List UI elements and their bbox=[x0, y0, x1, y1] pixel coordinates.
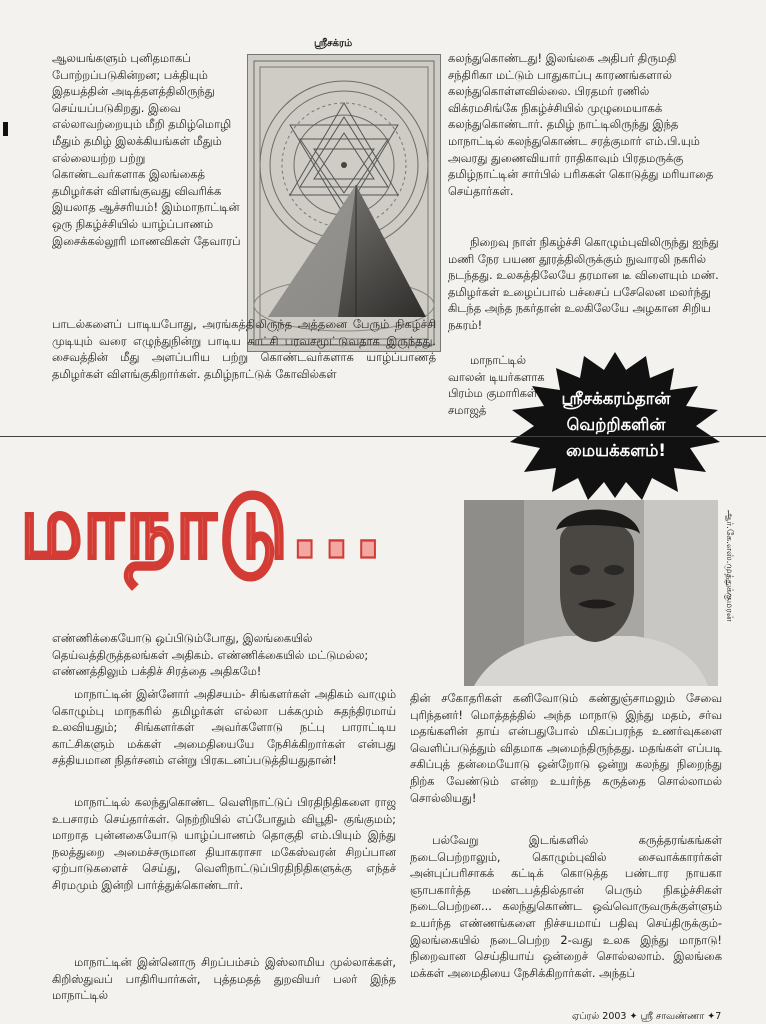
callout-line-2: வெற்றிகளின் bbox=[566, 415, 666, 434]
portrait-photo bbox=[464, 500, 718, 686]
top-right-para-2: நிறைவு நாள் நிகழ்ச்சி கொழும்புவிலிருந்து ஐந்து மணி நேர பயண தூரத்திலிருக்கும் நுவாரலி நகரில் நடந்தது. உலகத்திலேயே தரமான டீ விளையும் மண். தமிழர்கள் உழைப்பால் பச்சைப் பசேலென மலர்ந்து கிடந்த அந்த நகர்தான் உலகிலேயே அழகான சிறிய நகரம்! bbox=[448, 235, 719, 332]
bottom-left-para-1: எண்ணிக்கையோடு ஒப்பிடும்போது, இலங்கையில் தெய்வத்திருத்தலங்கள் அதிகம். எண்ணிக்கையில் மட்டுமல்ல; எண்ணத்திலும் பக்திச் சிரத்தை அதிகமே! bbox=[52, 631, 369, 679]
sri-chakram-yantra-icon bbox=[248, 55, 440, 351]
callout-text bbox=[520, 386, 712, 464]
bottom-right-para-1: தின் சகோதரிகள் கனிவோடும் கண்துஞ்சாமலும் சேவை புரிந்தனர்! மொத்தத்தில் அந்த மாநாடு இந்து மதம், சர்வ மதங்களின் தாய் என்பதுபோல் மிகப்பரந்த உணர்வுகளை வெளிப்படுத்தும் விதமாக அமைந்திருந்தது. மதங்கள் எப்படி சகிப்புத் தன்மையோடு ஒன்றோடு ஒன்று கலந்து நிறைந்து நிற்க வேண்டும் என்ற உயர்ந்த கருத்தை சொல்லாமல் சொல்லியது! bbox=[410, 691, 722, 805]
callout-line-3: மையக்களம்! bbox=[566, 441, 666, 460]
photo-credit: ஆர்.கே.எஸ்.முத்துக்குமரன் bbox=[724, 510, 734, 622]
top-right-para-3: மாநாட்டில் வாலன் டியர்களாக பிரம்ம குமாரிகள் சமாஜத் bbox=[448, 353, 545, 417]
top-right-para-1: கலந்துகொண்டது! இலங்கை அதிபர் திருமதி சந்திரிகா மட்டும் பாதுகாப்பு காரணங்களால் கலந்துகொள்ளவில்லை. பிரதமர் ரணில் விக்ரமசிங்கே நிகழ்ச்சியில் முழுமையாகக் கலந்துகொண்டார். தமிழ் நாட்டிலிருந்து இந்த மாநாட்டில் கலந்துகொண்ட சரத்குமார் எம்.பி.யும் அவரது துணைவியார் ராதிகாவும் பிரதமருக்கு தமிழ்நாட்டின் சார்பில் பரிசுகள் கொடுத்து மரியாதை செய்தார்கள். bbox=[448, 51, 714, 198]
bottom-left-para-2: மாநாட்டின் இன்னோர் அதிசயம்- சிங்களர்கள் அதிகம் வாழும் கொழும்பு மாநகரில் தமிழர்கள் எல்லா பக்கமும் சுதந்திரமாய் உலவியதும்; சிங்களர்கள் அவர்களோடு நட்பு பாராட்டிய காட்சிகளும் மக்கள் அமைதியையே நேசிக்கிறார்கள் என்பது சத்தியமான நிதர்சனம் என்று பிரகடனப்படுத்தியதுதான்! bbox=[52, 687, 396, 768]
top-left-para-1: ஆலயங்களும் புனிதமாகப் போற்றப்படுகின்றன; பக்தியும் இதயத்தின் அடித்தளத்திலிருந்து செய்யப்படுகிறது. இவை எல்லாவற்றையும் மீறி தமிழ்மொழி மீதும் தமிழ் இலக்கியங்கள் மீதும் எல்லையற்ற பற்று கொண்டவர்களாக இலங்கைத் தமிழர்கள் விளங்குவது விவரிக்க இயலாத ஆச்சரியம்! இம்மாநாட்டின் ஒரு நிகழ்ச்சியில் யாழ்ப்பாணம் இசைக்கல்லூரி மாணவிகள் தேவாரப் bbox=[52, 51, 241, 248]
headline-title: மாநாடு... bbox=[20, 476, 385, 580]
sri-chakram-image bbox=[247, 54, 441, 352]
callout-line-1: ஸ்ரீசக்கரம்தான் bbox=[561, 389, 671, 408]
portrait-person-icon bbox=[464, 500, 718, 686]
bottom-left-para-3: மாநாட்டில் கலந்துகொண்ட வெளிநாட்டுப் பிரதிநிதிகளை ராஜ உபசாரம் செய்தார்கள். நெற்றியில் எப்போதும் விபூதி- குங்குமம்; மாறாத புன்னகையோடு யாழ்ப்பாணம் தொகுதி எம்.பியும் இந்து நலத்துறை அமைச்சருமான தியாகராசா மகேஸ்வரன் சிறப்பான ஏற்பாடுகளைச் செய்து, வெளிநாட்டுப்பிரதிநிதிகளுக்கு எந்தச் சிரமமும் இன்றி பார்த்துக்கொண்டார். bbox=[52, 795, 396, 892]
top-left-para-2: பாடல்களைப் பாடியபோது, அரங்கத்திலிருந்த அத்தனை பேரும் நிகழ்ச்சி முடியும் வரை எழுந்துநின்று பாடிய காட்சி பரவசமூட்டுவதாக இருந்தது. சைவத்தின் மீது அளப்பரிய பற்று கொண்டவர்களாக யாழ்ப்பாணத் தமிழர்கள் விளங்குகிறார்கள். தமிழ்நாட்டுக் கோவில்கள் bbox=[52, 317, 436, 381]
bottom-left-para-4: மாநாட்டின் இன்னொரு சிறப்பம்சம் இஸ்லாமிய முல்லாக்கள், கிறிஸ்துவப் பாதிரியார்கள், புத்தமதத் துறவியர் பலர் இந்த மாநாட்டில் bbox=[52, 955, 396, 1003]
scan-edge-mark bbox=[3, 122, 8, 136]
section-divider bbox=[0, 436, 766, 437]
bottom-right-para-2: பல்வேறு இடங்களில் கருத்தரங்கங்கள் நடைபெற்றாலும், கொழும்புவில் சைவாக்காரர்கள் அன்புப்பரிசாகக் கட்டிக் கொடுத்த பண்டார நாயகா ஞாபகார்த்த மண்டபத்தில்தான் பெரும் நிகழ்ச்சிகள் நடைபெற்றன... கலந்துகொண்ட ஒவ்வொருவருக்குள்ளும் உயர்ந்த எண்ணங்களை நிச்சயமாய் பதிவு செய்திருக்கும்- இலங்கையில் நடைபெற்ற 2-வது உலக இந்து மாநாடு! நிறைவான செய்தியாய் ஒன்றைச் சொல்லலாம். இலங்கை மக்கள் அமைதியை நேசிக்கிறார்கள். அந்தப் bbox=[410, 833, 722, 980]
page-footer: ஏப்ரல் 2003 ✦ ஸ்ரீ சாவண்ணா ✦7 bbox=[572, 1011, 722, 1022]
sri-chakram-caption: ஸ்ரீசக்ரம் bbox=[314, 38, 353, 49]
